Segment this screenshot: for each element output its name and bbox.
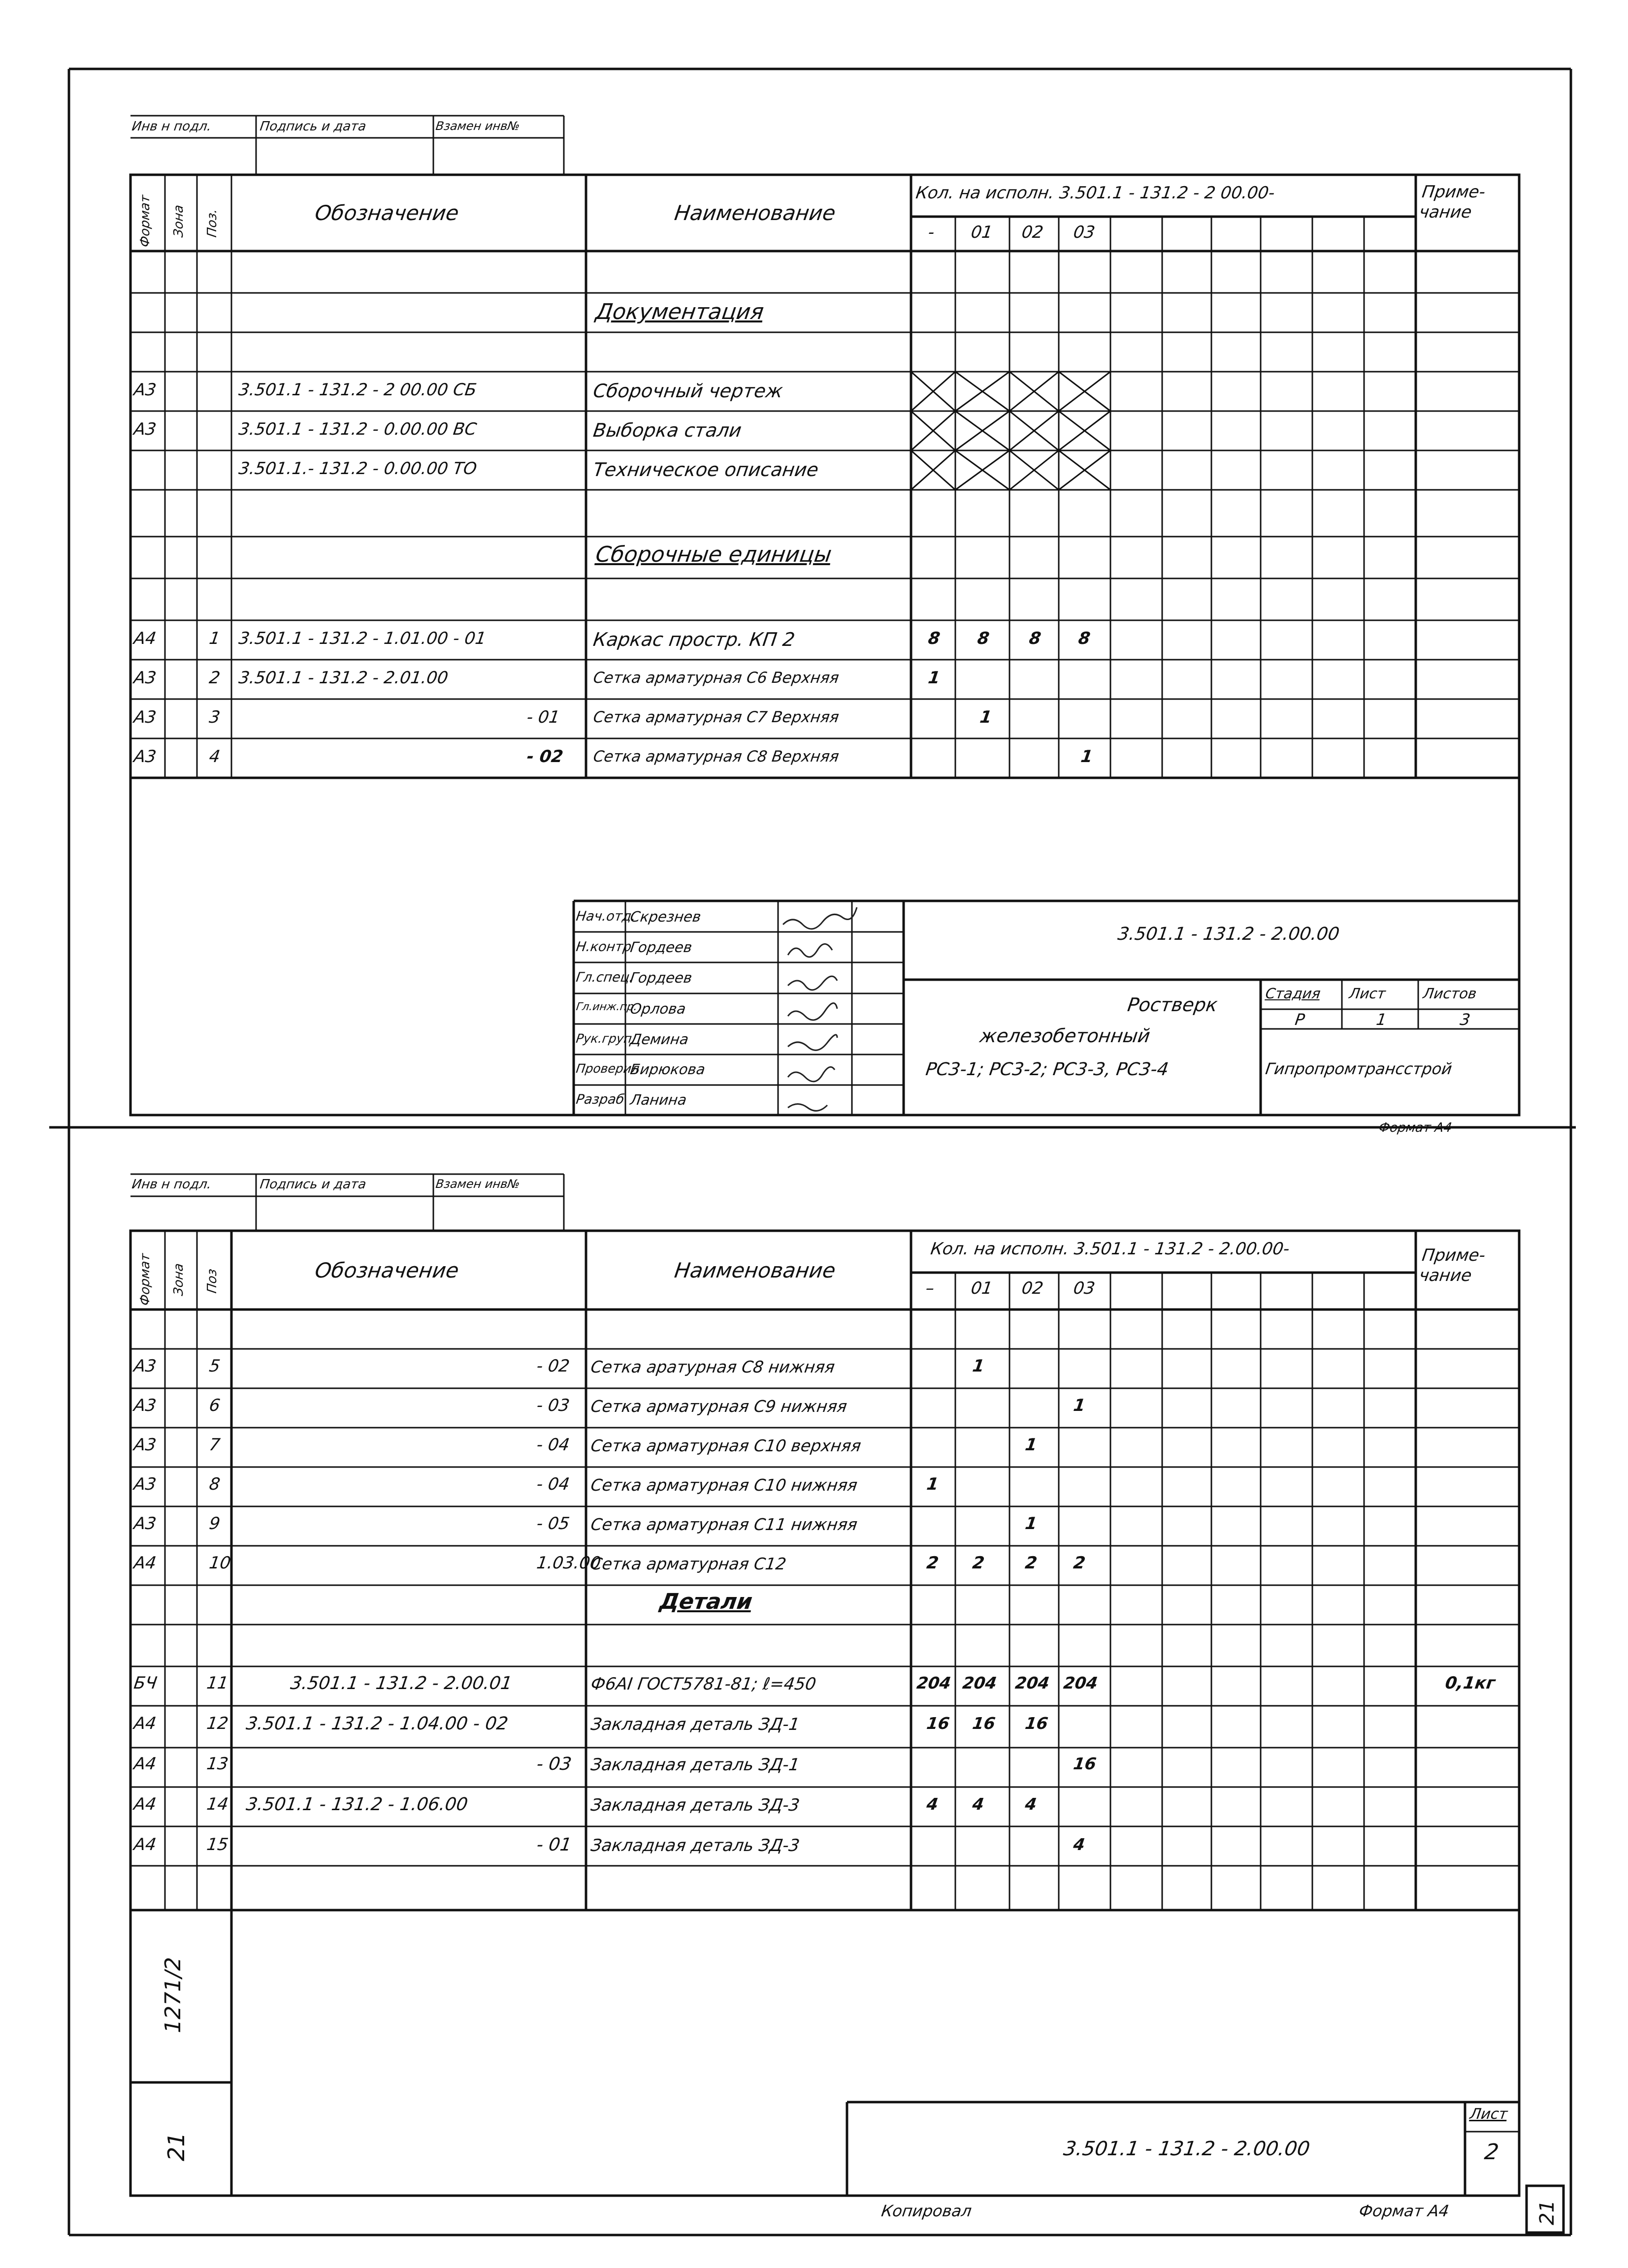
stamp2-sign-label: Подпись и дата [259,1177,367,1192]
doc-2-format: A3 [132,419,158,439]
row-pos: 15 [205,1835,230,1854]
unit-2-pos: 2 [208,668,222,688]
row-format: A3 [132,1435,158,1455]
tb-title-line-2: железобетонный [978,1025,1152,1047]
row-name: Закладная деталь ЗД-1 [589,1755,801,1775]
tb-sheet-label: Лист [1348,985,1387,1002]
row-designation: - 04 [535,1435,571,1455]
stamp-inv-label: Инв н подл. [130,119,213,134]
side-number-2: 21 [163,2132,190,2161]
unit-4-format: A3 [132,747,158,767]
row-name: Сетка арматурная С9 нижняя [589,1397,848,1416]
unit-1-q3: 8 [1077,629,1092,648]
row-designation: - 03 [535,1396,571,1415]
row-qty-0: 1 [925,1474,940,1494]
col2-pos: Поз [205,1268,220,1294]
row-pos: 13 [205,1754,230,1774]
row-pos: 7 [208,1435,222,1455]
tb-role-3: Гл.инж.пр. [575,1001,638,1013]
row-pos: 9 [208,1514,222,1533]
corner-number: 21 [1536,2200,1559,2225]
unit-2-designation: 3.501.1 - 131.2 - 2.01.00 [237,668,450,688]
qty2-sub-1: 01 [970,1278,994,1298]
row-qty-0: 4 [925,1794,940,1814]
tb-name-2: Гордеев [629,969,693,986]
sheet2-format: Формат А4 [1358,2202,1450,2220]
side-number-1: 1271/2 [161,1957,186,2033]
doc-1-designation: 3.501.1 - 131.2 - 2 00.00 СБ [237,380,478,400]
qty-sub-1: 01 [970,223,994,242]
tb-role-2: Гл.спец. [575,970,635,985]
row-format: A3 [132,1396,158,1415]
tb-role-5: Проверил [575,1061,641,1076]
unit-1-designation: 3.501.1 - 131.2 - 1.01.00 - 01 [237,629,488,648]
row-designation: 3.501.1 - 131.2 - 1.04.00 - 02 [245,1714,510,1734]
unit-3-q1: 1 [978,707,993,727]
qty2-sub-0: – [924,1278,936,1298]
tb2-code: 3.501.1 - 131.2 - 2.00.00 [1062,2138,1311,2160]
unit-1-format: A4 [132,629,158,648]
row-format: A3 [132,1356,158,1376]
row-qty-0: 204 [915,1673,952,1693]
tb-sheet: 1 [1375,1010,1388,1029]
tb-sheets-label: Листов [1422,985,1478,1002]
row-name: Сетка арматурная С12 [589,1554,788,1573]
row-format: A3 [132,1474,158,1494]
row-qty-2: 1 [1024,1435,1039,1455]
row-qty-1: 4 [971,1794,985,1814]
col-zone: Зона [171,204,186,238]
row-format: A4 [132,1553,158,1573]
tb-title-line-3: РС3-1; РС3-2; РС3-3, РС3-4 [924,1059,1170,1080]
unit-1-q2: 8 [1028,629,1042,648]
row-pos: 10 [208,1553,232,1573]
sheet1-format: Формат А4 [1377,1120,1453,1135]
tb-role-6: Разраб [575,1092,625,1107]
unit-1-q1: 8 [976,629,991,648]
row-qty-2: 1 [1024,1514,1039,1533]
tb-name-1: Гордеев [629,939,693,956]
tb-role-4: Рук.груп. [575,1031,637,1046]
row-format: БЧ [132,1673,159,1693]
unit-4-q3: 1 [1079,747,1094,767]
section-documentation: Документация [594,299,766,324]
qty2-sub-3: 03 [1072,1278,1097,1298]
section-parts: Детали [658,1589,754,1614]
row-pos: 6 [208,1396,222,1415]
row-name: Сетка арматурная С11 нижняя [589,1515,859,1534]
unit-3-name: Сетка арматурная С7 Верхняя [592,708,841,726]
tb-name-4: Демина [629,1031,690,1048]
tb-role-0: Нач.отд. [575,909,637,924]
row-designation: 3.501.1 - 131.2 - 2.00.01 [289,1673,514,1693]
row-qty-3: 4 [1072,1835,1086,1854]
row-qty-1: 204 [961,1673,998,1693]
tb-title-line-1: Ростверк [1126,994,1219,1016]
tb2-sheet: 2 [1483,2140,1500,2165]
col2-format: Формат [138,1252,153,1307]
col-name: Наименование [673,201,837,225]
row-qty-3: 16 [1072,1754,1098,1773]
row-name: Закладная деталь ЗД-3 [589,1795,801,1815]
col-note: Приме- чание [1418,182,1487,222]
row-qty-1: 2 [971,1553,986,1573]
row-designation: 3.501.1 - 131.2 - 1.06.00 [245,1794,469,1815]
row-qty-1: 1 [971,1356,986,1376]
copied-label: Копировал [880,2202,973,2220]
qty-sub-2: 02 [1020,223,1045,242]
qty-sub-3: 03 [1072,223,1097,242]
tb-role-1: Н.контр [575,939,633,955]
row-format: A4 [132,1835,158,1854]
row-name: Закладная деталь ЗД-1 [589,1715,801,1734]
row-name: Сетка арматурная С10 верхняя [589,1436,863,1455]
unit-3-pos: 3 [208,707,222,727]
row-pos: 14 [205,1794,230,1814]
row-qty-2: 2 [1024,1553,1039,1573]
row-format: A4 [132,1714,158,1733]
tb-name-6: Ланина [629,1091,688,1108]
row-qty-2: 204 [1014,1673,1051,1693]
row-qty-3: 1 [1072,1396,1087,1415]
qty2-sub-2: 02 [1020,1278,1045,1298]
stamp-replace-label: Взамен инв№ [435,119,521,133]
row-designation: - 02 [535,1356,571,1376]
col-pos: Поз. [205,208,220,238]
tb-stage: Р [1294,1010,1306,1029]
unit-4-name: Сетка арматурная С8 Верхняя [592,748,841,766]
row-qty-2: 4 [1024,1794,1038,1814]
row-qty-0: 2 [925,1553,940,1573]
tb-name-3: Орлова [629,1000,687,1017]
row-designation: - 04 [535,1474,571,1494]
unit-3-designation: - 01 [525,707,561,727]
stamp2-replace-label: Взамен инв№ [435,1177,521,1191]
row-designation: - 01 [535,1835,573,1855]
doc-2-name: Выборка стали [591,419,743,441]
row-qty-3: 204 [1062,1673,1099,1693]
unit-4-designation: - 02 [525,747,565,767]
unit-2-name: Сетка арматурная С6 Верхняя [592,669,841,687]
col2-zone: Зона [171,1262,186,1297]
unit-1-q0: 8 [927,629,942,648]
tb-name-5: Бирюкова [629,1061,707,1078]
row-pos: 5 [208,1356,222,1376]
tb-sheets: 3 [1459,1010,1472,1029]
unit-3-format: A3 [132,707,158,727]
unit-1-name: Каркас простр. КП 2 [591,629,797,650]
row-name: Закладная деталь ЗД-3 [589,1836,801,1855]
doc-3-designation: 3.501.1.- 131.2 - 0.00.00 ТО [237,459,478,479]
row-designation: - 05 [535,1514,571,1533]
row-qty-2: 16 [1024,1714,1049,1733]
doc-2-designation: 3.501.1 - 131.2 - 0.00.00 ВС [237,419,478,439]
row-name: Ф6АI ГОСТ5781-81; ℓ=450 [589,1674,817,1694]
row-name: Сетка арматурная С10 нижняя [589,1475,859,1495]
doc-1-format: A3 [132,380,158,400]
col-designation: Обозначение [313,201,460,225]
col2-qty-title: Кол. на исполн. 3.501.1 - 131.2 - 2.00.00- [929,1239,1291,1259]
unit-2-format: A3 [132,668,158,688]
col-qty-title: Кол. на исполн. 3.501.1 - 131.2 - 2 00.00- [914,183,1276,203]
tb2-sheet-label: Лист [1468,2106,1509,2123]
qty-sub-0: - [927,223,936,242]
row-qty-1: 16 [971,1714,997,1733]
row-qty-3: 2 [1072,1553,1087,1573]
row-designation: - 03 [535,1754,573,1774]
row-qty-0: 16 [925,1714,951,1733]
col2-name: Наименование [673,1258,837,1282]
row-designation: 1.03.00 [535,1553,602,1573]
row-format: A4 [132,1754,158,1774]
doc-3-name: Техническое описание [591,459,820,480]
stamp-sign-label: Подпись и дата [259,119,367,134]
col2-note: Приме- чание [1418,1246,1487,1285]
row-format: A3 [132,1514,158,1533]
unit-2-q0: 1 [927,668,942,688]
row-pos: 11 [205,1673,230,1693]
tb-code: 3.501.1 - 131.2 - 2.00.00 [1116,924,1341,944]
row-pos: 12 [205,1714,230,1733]
section-assembly-units: Сборочные единицы [594,542,833,567]
tb-name-0: Скрезнев [629,908,702,925]
tb-stage-label: Стадия [1264,985,1322,1002]
doc-1-name: Сборочный чертеж [591,380,784,402]
row-name: Сетка аратурная С8 нижняя [589,1357,836,1376]
col2-designation: Обозначение [313,1258,460,1282]
stamp2-inv-label: Инв н подл. [130,1177,213,1192]
row-note: 0,1кг [1444,1673,1497,1693]
unit-4-pos: 4 [208,747,222,767]
row-pos: 8 [208,1474,222,1494]
tb-org: Гипропромтрансстрой [1264,1059,1454,1078]
col-format: Формат [138,194,153,248]
unit-1-pos: 1 [208,629,222,648]
row-format: A4 [132,1794,158,1814]
